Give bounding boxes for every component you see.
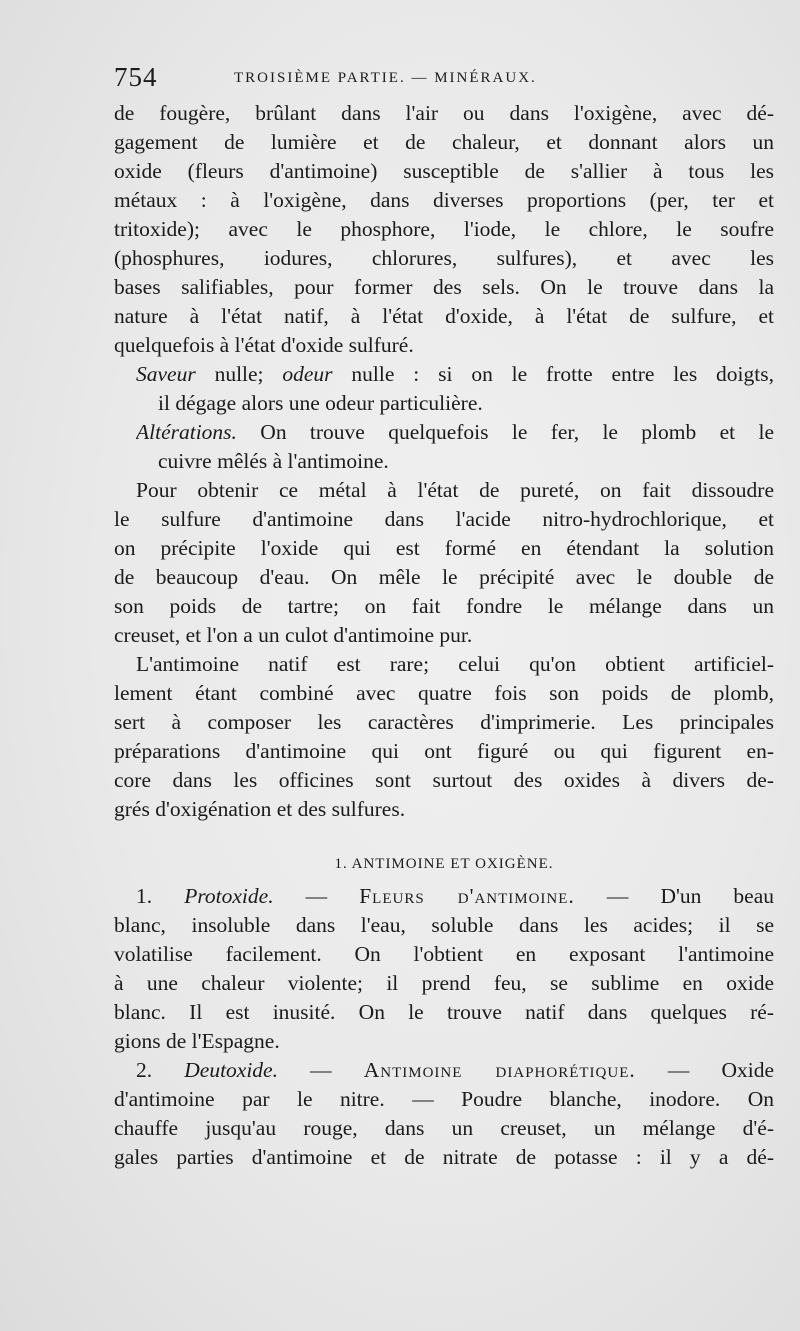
text-line bbox=[114, 940, 774, 968]
text-line bbox=[136, 360, 774, 388]
text-line bbox=[114, 592, 774, 620]
text-run: son poids de tartre; on fait fondre le mélange dans un bbox=[114, 594, 774, 618]
text-line bbox=[136, 418, 774, 446]
text-run: tritoxide); avec le phosphore, l'iode, le chlore, le soufre bbox=[114, 217, 774, 241]
text-run: lement étant combiné avec quatre fois son poids de plomb, bbox=[114, 681, 774, 705]
text-run: core dans les officines sont surtout des oxides à divers de- bbox=[114, 768, 774, 792]
text-line bbox=[114, 1143, 774, 1171]
text-run: — Oxide bbox=[635, 1058, 774, 1082]
running-head: TROISIÈME PARTIE. — MINÉRAUX. bbox=[234, 70, 537, 86]
italic-term: Protoxide. bbox=[184, 884, 274, 908]
text-line bbox=[114, 157, 774, 185]
text-line bbox=[114, 1114, 774, 1142]
text-run: quelquefois à l'état d'oxide sulfuré. bbox=[114, 333, 414, 357]
text-line bbox=[114, 273, 774, 301]
text-run: On trouve quelquefois le fer, le plomb et le bbox=[236, 420, 774, 444]
text-run: L'antimoine natif est rare; celui qu'on obtient artificiel- bbox=[136, 652, 774, 676]
text-line bbox=[114, 1027, 774, 1055]
text-run: blanc, insoluble dans l'eau, soluble dans les acides; il se bbox=[114, 913, 774, 937]
text-run: de fougère, brûlant dans l'air ou dans l'oxigène, avec dé- bbox=[114, 101, 774, 125]
text-run: — bbox=[273, 884, 360, 908]
text-line bbox=[158, 447, 774, 475]
text-line bbox=[114, 998, 774, 1026]
text-run: nulle : si on le frotte entre les doigts, bbox=[332, 362, 774, 386]
italic-term: odeur bbox=[282, 362, 333, 386]
text-line bbox=[158, 389, 774, 417]
text-line bbox=[114, 911, 774, 939]
text-run: nulle; bbox=[195, 362, 283, 386]
text-line bbox=[114, 128, 774, 156]
text-line bbox=[114, 621, 774, 649]
text-run: de beaucoup d'eau. On mêle le précipité avec le double de bbox=[114, 565, 774, 589]
text-run: Pour obtenir ce métal à l'état de pureté, on fait dissoudre bbox=[136, 478, 774, 502]
small-caps-term: Fleurs d'antimoine. bbox=[359, 884, 575, 908]
text-run: gagement de lumière et de chaleur, et donnant alors un bbox=[114, 130, 774, 154]
text-run: gales parties d'antimoine et de nitrate de potasse : il y a dé- bbox=[114, 1145, 774, 1169]
text-run: cuivre mêlés à l'antimoine. bbox=[158, 449, 389, 473]
italic-term: Saveur bbox=[136, 362, 196, 386]
text-run: bases salifiables, pour former des sels. On le trouve dans la bbox=[114, 275, 774, 299]
text-line bbox=[136, 650, 774, 678]
text-run: d'antimoine par le nitre. — Poudre blanche, inodore. On bbox=[114, 1087, 774, 1111]
text-run: volatilise facilement. On l'obtient en exposant l'antimoine bbox=[114, 942, 774, 966]
page-header bbox=[114, 62, 774, 102]
page-number: 754 bbox=[114, 62, 158, 92]
text-line bbox=[114, 969, 774, 997]
text-line bbox=[114, 99, 774, 127]
italic-term: Deutoxide. bbox=[184, 1058, 278, 1082]
text-run: — bbox=[277, 1058, 364, 1082]
text-run: 1. ANTIMOINE ET OXIGÈNE. bbox=[334, 856, 554, 872]
text-line bbox=[114, 766, 774, 794]
text-run: 2. bbox=[136, 1058, 185, 1082]
text-line bbox=[114, 505, 774, 533]
text-line bbox=[136, 476, 774, 504]
text-run: le sulfure d'antimoine dans l'acide nitro-hydrochlorique, et bbox=[114, 507, 774, 531]
text-line bbox=[136, 882, 774, 910]
text-run: gions de l'Espagne. bbox=[114, 1029, 280, 1053]
text-run: (phosphures, iodures, chlorures, sulfures), et avec les bbox=[114, 246, 774, 270]
text-line bbox=[136, 1056, 774, 1084]
text-line bbox=[114, 331, 774, 359]
text-line bbox=[114, 563, 774, 591]
text-run: préparations d'antimoine qui ont figuré ou qui figurent en- bbox=[114, 739, 774, 763]
text-run: sert à composer les caractères d'imprimerie. Les principales bbox=[114, 710, 774, 734]
text-run: il dégage alors une odeur particulière. bbox=[158, 391, 483, 415]
section-heading bbox=[114, 850, 774, 878]
small-caps-term: Antimoine diaphorétique. bbox=[363, 1058, 636, 1082]
text-line bbox=[114, 186, 774, 214]
text-run: métaux : à l'oxigène, dans diverses proportions (per, ter et bbox=[114, 188, 774, 212]
text-run: chauffe jusqu'au rouge, dans un creuset, un mélange d'é- bbox=[114, 1116, 774, 1140]
text-run: 1. bbox=[136, 884, 185, 908]
text-run: nature à l'état natif, à l'état d'oxide, à l'état de sulfure, et bbox=[114, 304, 774, 328]
text-line bbox=[114, 534, 774, 562]
text-run: blanc. Il est inusité. On le trouve natif dans quelques ré- bbox=[114, 1000, 774, 1024]
text-run: — D'un beau bbox=[574, 884, 774, 908]
text-run: on précipite l'oxide qui est formé en étendant la solution bbox=[114, 536, 774, 560]
text-run: oxide (fleurs d'antimoine) susceptible de s'allier à tous les bbox=[114, 159, 774, 183]
text-line bbox=[114, 679, 774, 707]
text-run: à une chaleur violente; il prend feu, se sublime en oxide bbox=[114, 971, 774, 995]
italic-term: Altérations. bbox=[136, 420, 237, 444]
text-line bbox=[114, 215, 774, 243]
text-line bbox=[114, 244, 774, 272]
text-line bbox=[114, 302, 774, 330]
text-run: creuset, et l'on a un culot d'antimoine pur. bbox=[114, 623, 473, 647]
text-line bbox=[114, 1085, 774, 1113]
text-line bbox=[114, 737, 774, 765]
text-run: grés d'oxigénation et des sulfures. bbox=[114, 797, 406, 821]
text-line bbox=[114, 795, 774, 823]
text-line bbox=[114, 708, 774, 736]
